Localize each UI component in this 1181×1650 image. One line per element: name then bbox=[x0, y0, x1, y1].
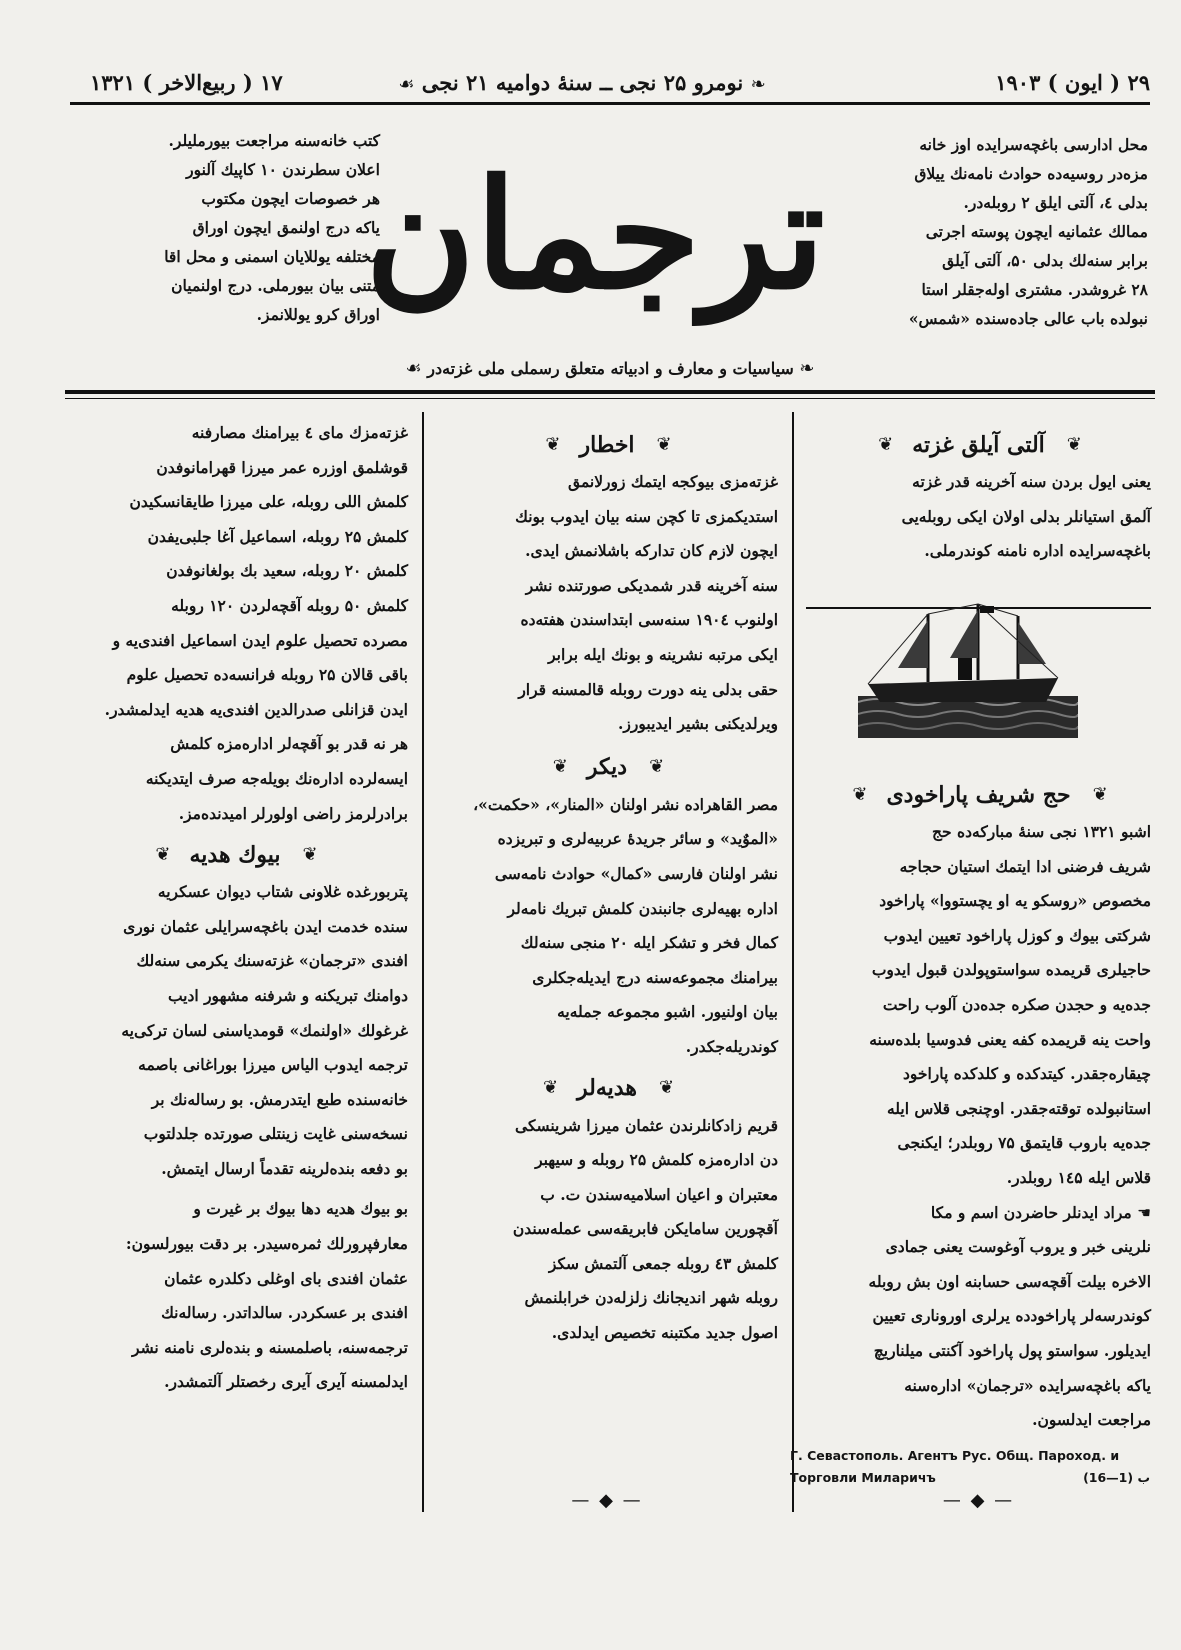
ornament-icon: ☙ bbox=[405, 358, 422, 379]
masthead-line: مزه‌در روسیه‌ده حوادث نامه‌نك ییلاق bbox=[914, 164, 1148, 183]
paragraph bbox=[436, 465, 778, 742]
text-line: ترجمه ایدوب الیاس میرزا بوراغانی باصمه bbox=[138, 1055, 408, 1075]
masthead-line: بدلی ٤، آلتی ایلق ۲ روبله‌در. bbox=[963, 193, 1148, 212]
text-line: حقی بدلی ینه دورت روبله قالمسنه قرار bbox=[518, 679, 778, 699]
text-line: یعنی ایول بردن سنه آخرینه قدر غزته bbox=[912, 472, 1151, 491]
ornament-icon: ❦ bbox=[1066, 433, 1079, 455]
ornament-icon: ❦ bbox=[545, 433, 558, 455]
masthead-line: ممالك عثمانیه ایچون پوسته اجرتی bbox=[925, 222, 1148, 241]
header-rule bbox=[70, 102, 1150, 105]
end-divider-icon: — ◆ — bbox=[571, 1490, 643, 1511]
text-line: بو بیوك هدیه دها بیوك بر غیرت و bbox=[193, 1199, 408, 1219]
text-line: استدیکمزی تا کچن سنه بیان ایدوب بونك bbox=[515, 506, 778, 526]
subtitle-text: سیاسیات و معارف و ادبیاته متعلق رسملی ملی غزته‌در bbox=[427, 359, 794, 378]
text-line: ویرلدیکنی بشیر ایدیبورز. bbox=[618, 714, 778, 734]
ornament-icon: ❧ bbox=[799, 358, 815, 379]
text-line: سنده خدمت ایدن باغچه‌سرایلی عثمان نوری bbox=[123, 916, 408, 936]
text-line: مخصوص «روسکو یه او یچستووا» پاراخود bbox=[879, 891, 1151, 911]
text-line: کوندریله‌جکدر. bbox=[685, 1036, 778, 1056]
masthead-line: متنی بیان بیورملی. درج اولنمیان bbox=[171, 276, 380, 295]
column-middle bbox=[436, 425, 778, 1351]
masthead-line: نبولده باب عالی جاده‌سنده «شمس» bbox=[908, 309, 1148, 328]
masthead-line: مختلفه یوللایان اسمنی و محل اقا bbox=[164, 247, 380, 266]
steamship-icon bbox=[858, 598, 1078, 738]
text-line: مصر القاهراده نشر اولنان «المنار»، «حکمت»، bbox=[473, 794, 778, 814]
text-line: ایدیلور. سواستو پول پاراخود آکنتی میلناریچ bbox=[873, 1340, 1151, 1360]
russian-agent: Торговли Миларичъ bbox=[790, 1470, 936, 1485]
text-line: کوندرسه‌لر پاراخودده یرلری اوروناری تعیین bbox=[872, 1306, 1151, 1326]
masthead-line: اوراق کرو یوللانمز. bbox=[256, 305, 380, 324]
pointing-hand-icon: ☚ bbox=[1131, 1203, 1151, 1222]
paragraph bbox=[806, 815, 1151, 1196]
text-line: دوامنك تبریکنه و شرفنه مشهور ادیب bbox=[167, 985, 408, 1005]
heading-text: بیوك هدیه bbox=[189, 841, 281, 868]
text-line: عثمان افندی بای اوغلی دکلدره عثمان bbox=[164, 1268, 408, 1288]
column-rule bbox=[792, 412, 794, 1512]
section-heading-gifts bbox=[436, 1069, 778, 1109]
masthead-line: ۲۸ غروشدر. مشتری اوله‌جقلر استا bbox=[921, 280, 1148, 299]
masthead-left-box bbox=[105, 126, 380, 329]
ornament-icon: ☙ bbox=[398, 74, 415, 95]
ornament-icon: ❦ bbox=[878, 433, 891, 455]
header-issue-number bbox=[372, 70, 792, 95]
section-heading-big-gift bbox=[62, 835, 408, 875]
ornament-icon: ❦ bbox=[542, 1077, 556, 1099]
text-line: کلمش ۵۰ روبله آقچه‌لردن ۱۲۰ روبله bbox=[171, 595, 408, 615]
masthead-title: ترجمان bbox=[365, 147, 825, 323]
paragraph bbox=[62, 1192, 408, 1400]
text-line bbox=[806, 1196, 1151, 1231]
masthead-line: کتب خانه‌سنه مراجعت بیورملیلر. bbox=[168, 131, 380, 150]
text-line: اشبو ۱۳۲۱ نجی سنهٔ مبارکه‌ده حج bbox=[932, 822, 1151, 841]
section-heading-other bbox=[436, 748, 778, 788]
text-line: خانه‌سنده طبع ایتدرمش. بو رساله‌نك بر bbox=[151, 1089, 408, 1109]
text-line: معارفپرورلك ثمره‌سیدر. بر دقت بیورلسون: bbox=[125, 1234, 408, 1254]
text-line: «الموٌید» و سائر جریدهٔ عربیه‌لری و تبریزده bbox=[497, 829, 778, 849]
paragraph bbox=[806, 1196, 1151, 1438]
ornament-icon: ❦ bbox=[155, 843, 168, 865]
russian-code: (16—1) ب bbox=[1083, 1470, 1150, 1485]
ornament-icon: ❦ bbox=[649, 756, 662, 778]
masthead-rule-thin bbox=[65, 398, 1155, 399]
text-line: هر نه قدر بو آقچه‌لر اداره‌مزه کلمش bbox=[170, 734, 408, 754]
paragraph bbox=[62, 416, 408, 831]
heading-text: اخطار bbox=[579, 431, 635, 458]
text-line: افندی بر عسکردر. سالداتدر. رساله‌نك bbox=[161, 1303, 408, 1323]
text-line: واحت ینه قریمده کفه یعنی فدوسیا بلده‌سنه bbox=[869, 1029, 1151, 1049]
text-line: الاخره بیلت آقچه‌سی حسابنه اون بش روبله bbox=[868, 1271, 1151, 1291]
text-line: نسخه‌سنی غایت زینتلی صورتده جلدلتوب bbox=[143, 1124, 408, 1144]
ornament-icon: ❦ bbox=[1092, 783, 1105, 805]
ornament-icon: ❦ bbox=[658, 1077, 672, 1099]
text-line: باغچه‌سرایده اداره نامنه کوندرملی. bbox=[924, 541, 1151, 561]
text-line: اولنوب ۱۹۰٤ سنه‌سی ابتداسندن هفته‌ده bbox=[520, 610, 778, 630]
masthead-line: هر خصوصات ایچون مکتوب bbox=[201, 189, 380, 208]
text-line: غزته‌مزك مای ٤ بیرامنك مصارفنه bbox=[191, 423, 408, 442]
text-line: کلمش اللی روبله، علی میرزا طایقانسکیدن bbox=[129, 492, 408, 512]
column-right-lower bbox=[806, 775, 1151, 1438]
russian-line-2 bbox=[790, 1467, 1150, 1489]
masthead-line: محل ادارسی باغچه‌سرایده اوز خانه bbox=[919, 135, 1148, 154]
text-line: سنه آخرینه قدر شمدیکی صورتنده نشر bbox=[525, 575, 778, 595]
text-line: قریم زادکانلرندن عثمان میرزا شرینسکی bbox=[515, 1115, 778, 1135]
text-line: استانبولده توقته‌جقدر. اوچنجی قلاس ایله bbox=[886, 1098, 1151, 1118]
text-line: چیقاره‌جقدر. کیتدکده و کلدکده پاراخود bbox=[902, 1064, 1151, 1084]
masthead-line: اعلان سطرندن ۱۰ کاپیك آلنور bbox=[186, 160, 380, 179]
text-line: بو دفعه بنده‌لرینه تقدماً ارسال ایتمش. bbox=[161, 1158, 408, 1178]
text-line: معتبران و اعیان اسلامیه‌سندن ت. ب bbox=[540, 1184, 778, 1204]
text-line: ایدلمسنه آیری آیری رخصتلر آلتمشدر. bbox=[164, 1372, 408, 1392]
text-line: غزته‌مزی بیوکجه ایتمك زورلانمق bbox=[568, 472, 778, 491]
text-line: برادرلرمز راضی اولورلر امیدنده‌مز. bbox=[178, 803, 408, 823]
column-rule bbox=[422, 412, 424, 1512]
heading-text: آلتی آیلق غزته bbox=[912, 431, 1045, 458]
section-heading-notice bbox=[436, 425, 778, 465]
text-line: مصرده تحصیل علوم ایدن اسماعیل افندی‌یه و bbox=[112, 630, 408, 650]
column-left bbox=[62, 416, 408, 1400]
header-date-gregorian: ۲۹ ( ایون ) ۱۹۰۳ bbox=[995, 70, 1150, 95]
text-line: روبله شهر اندیجانك زلزله‌دن خرابلنمش bbox=[524, 1288, 778, 1308]
text-line: کلمش ۲۵ روبله، اسماعیل آغا جلبی‌یفدن bbox=[147, 526, 408, 546]
text-line: اصول جدید مکتبنه تخصیص ایدلدی. bbox=[551, 1323, 778, 1343]
text-line: ترجمه‌سنه، باصلمسنه و بنده‌لری نامنه نشر bbox=[132, 1337, 408, 1357]
text-line: بیان اولنیور. اشبو مجموعه جمله‌یه bbox=[557, 1002, 778, 1022]
ornament-icon: ❦ bbox=[302, 843, 315, 865]
end-divider-icon: — ◆ — bbox=[942, 1490, 1015, 1511]
masthead-line: برابر سنه‌لك بدلی ۵۰، آلتی آیلق bbox=[942, 251, 1148, 270]
text-line: باقی قالان ۲۵ روبله فرانسه‌ده تحصیل علوم bbox=[126, 665, 408, 685]
masthead-subtitle bbox=[330, 358, 890, 379]
text-line: قوشلمق اوزره عمر میرزا قهرامانوفدن bbox=[156, 457, 408, 477]
text-line: آقچورین سامایکن فابریقه‌سی عمله‌سندن bbox=[512, 1219, 778, 1239]
masthead-rule bbox=[65, 390, 1155, 394]
text-line: غرغولك «اولنمك» قومدیاسنی لسان ترکی‌یه bbox=[121, 1020, 408, 1040]
text-line: ایسه‌لرده اداره‌نك بویله‌جه صرف ایتدیکنه bbox=[145, 768, 408, 788]
text-line: نشر اولنان فارسی «کمال» حوادث نامه‌سی bbox=[494, 863, 778, 883]
section-heading-six-month bbox=[806, 425, 1151, 465]
text-line: ایدن قزانلی صدرالدین افندی‌یه هدیه ایدلمشدر. bbox=[104, 699, 408, 719]
text-line: ایکی مرتبه نشرینه و بونك ایله برابر bbox=[548, 644, 778, 664]
text-line: افندی «ترجمان» غزته‌سنك یکرمی سنه‌لك bbox=[136, 951, 408, 971]
section-heading-hajj-steamer bbox=[806, 775, 1151, 815]
masthead-right-box bbox=[808, 130, 1148, 333]
heading-text: هدیه‌لر bbox=[577, 1075, 637, 1102]
russian-advert bbox=[790, 1445, 1150, 1489]
header-issue-text: نومرو ۲۵ نجی ــ سنهٔ دوامیه ۲۱ نجی bbox=[421, 70, 744, 95]
russian-line: Г. Севастополь. Агентъ Рус. Общ. Пароход. и bbox=[790, 1448, 1120, 1463]
text-line-content: مراد ایدنلر حاضردن اسم و مکا bbox=[930, 1202, 1132, 1222]
text-line: مراجعت ایدلسون. bbox=[1032, 1410, 1151, 1430]
masthead-line: یاکه درج اولنمق ایچون اوراق bbox=[192, 218, 380, 237]
ornament-icon: ❦ bbox=[552, 756, 565, 778]
text-line: آلمق استیانلر بدلی اولان ایکی روبله‌یی bbox=[901, 506, 1151, 526]
paragraph bbox=[436, 788, 778, 1065]
ornament-icon: ❧ bbox=[750, 74, 766, 95]
text-line: اداره‌ بهیه‌لری جانبندن کلمش تبریك نامه‌لر bbox=[507, 898, 778, 918]
ornament-icon: ❦ bbox=[656, 433, 669, 455]
text-line: جده‌یه و حجدن صکره جده‌دن آلوب راحت bbox=[882, 994, 1151, 1014]
text-line: کلمش ٤۳ روبله جمعی آلتمش سکز bbox=[548, 1253, 778, 1273]
text-line: پتربورغده غلاونی شتاب دیوان عسکریه bbox=[157, 882, 408, 902]
text-line: ایچون لازم کان تدارکه باشلانمش ایدی. bbox=[525, 541, 778, 561]
text-line: یاکه باغچه‌سرایده «ترجمان» اداره‌سنه bbox=[904, 1375, 1151, 1395]
header-date-hijri: ۱۷ ( ربیع‌الاخر ) ۱۳۲۱ bbox=[90, 70, 283, 95]
text-line: حاجیلری قریمده سواستوپولدن قبول ایدوب bbox=[871, 960, 1151, 980]
paragraph bbox=[436, 1109, 778, 1351]
text-line: بیرامنك مجموعه‌سنه درج ایدیله‌جکلری bbox=[532, 967, 778, 987]
text-line: کلمش ۲۰ روبله، سعید بك بولغانوفدن bbox=[166, 561, 408, 581]
text-line: قلاس ایله ۱٤۵ روبلدر. bbox=[1006, 1167, 1151, 1187]
text-line: نلرینی خبر و یروب آوغوست یعنی جمادی bbox=[885, 1237, 1151, 1257]
paragraph bbox=[806, 465, 1151, 569]
text-line: شریف فرضنی ادا ایتمك استیان حجاجه bbox=[899, 856, 1151, 876]
text-line: شرکتی بیوك و کوزل پاراخود تعیین ایدوب bbox=[883, 925, 1151, 945]
text-line: کمال فخر و تشکر ایله ۲۰ منجی سنه‌لك bbox=[520, 933, 778, 953]
paragraph bbox=[62, 875, 408, 1186]
heading-text: حج شریف پاراخودی bbox=[886, 781, 1071, 808]
text-line: دن اداره‌مزه کلمش ۲۵ روبله و سیهبر bbox=[535, 1150, 778, 1170]
ornament-icon: ❦ bbox=[852, 783, 865, 805]
column-right bbox=[806, 425, 1151, 569]
heading-text: دیکر bbox=[586, 754, 628, 781]
text-line: جده‌یه باروب قایتمق ۷۵ روبلدر؛ ایکنجی bbox=[897, 1133, 1151, 1153]
